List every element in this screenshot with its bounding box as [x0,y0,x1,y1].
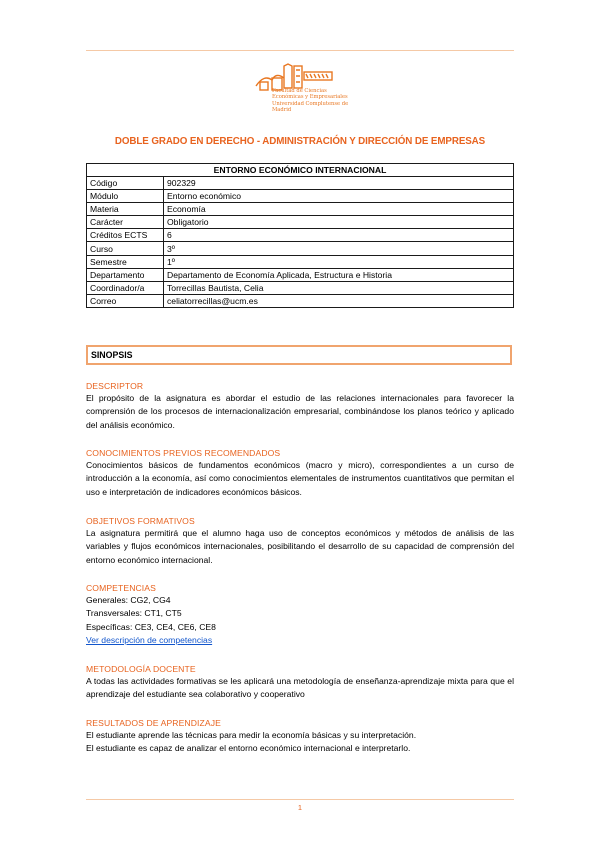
course-name-heading: ENTORNO ECONÓMICO INTERNACIONAL [87,164,514,177]
result-line-1: El estudiante aprende las técnicas para medir la economía básicas y su interpretación. [86,730,417,740]
logo-line-1: Facultad de Ciencias [272,88,327,94]
row-key: Créditos ECTS [87,229,164,242]
section-text: El propósito de la asignatura es abordar el estudio de las relaciones internacionales para favorecer la comprensión de los procesos de internacionalización empresarial, combinándose los planos teórico y aplicado del análisis económico. [86,393,514,430]
section-title: OBJETIVOS FORMATIVOS [86,516,195,526]
section-title: RESULTADOS DE APRENDIZAJE [86,718,221,728]
page-number: 1 [297,803,303,812]
section-title: METODOLOGÍA DOCENTE [86,664,196,674]
competencies-section [86,582,514,648]
logo-line-2: Económicas y Empresariales [272,94,348,101]
table-row [87,281,514,294]
table-row [87,255,514,268]
row-value: 1º [164,255,514,268]
row-key: Curso [87,242,164,255]
row-value: Departamento de Economía Aplicada, Estructura e Historia [164,268,514,281]
section-title: DESCRIPTOR [86,381,144,391]
row-value: Economía [164,203,514,216]
transversal-competencies: Transversales: CT1, CT5 [86,608,182,619]
table-row [87,294,514,307]
section-title: CONOCIMIENTOS PREVIOS RECOMENDADOS [86,448,281,458]
prior-knowledge-section [86,447,514,499]
learning-results-section [86,717,514,756]
row-key: Semestre [87,255,164,268]
table-row [87,268,514,281]
section-title: COMPETENCIAS [86,583,156,593]
section-text: A todas las actividades formativas se les aplicará una metodología de enseñanza-aprendizaje mixta para que el aprendizaje del estudiante sea colaborativo y cooperativo [86,676,514,700]
descriptor-section [86,380,514,432]
row-value: 902329 [164,177,514,190]
row-value: 3º [164,242,514,255]
header-rule [86,50,514,51]
general-competencies: Generales: CG2, CG4 [86,595,171,605]
row-key: Departamento [87,268,164,281]
row-key: Coordinador/a [87,281,164,294]
logo-line-3: Universidad Complutense de Madrid [272,100,349,114]
row-key: Correo [87,294,164,307]
table-row [87,229,514,242]
row-value: Obligatorio [164,216,514,229]
table-row [87,203,514,216]
specific-competencies: Específicas: CE3, CE4, CE6, CE8 [86,621,216,632]
section-text: La asignatura permitirá que el alumno haga uso de conceptos económicos y métodos de análisis de las variables y flujos económicos internacionales, posibilitando el desarrollo de su capacidad de comprensión del entorno económico internacional. [86,528,514,565]
row-key: Carácter [87,216,164,229]
table-row [87,242,514,255]
row-key: Módulo [87,190,164,203]
row-value: celiatorrecillas@ucm.es [164,294,514,307]
objectives-section [86,515,514,567]
footer-rule [86,799,514,800]
row-value: 6 [164,229,514,242]
course-info-table [86,163,514,308]
competencies-link[interactable]: Ver descripción de competencias [86,635,213,646]
table-row [87,190,514,203]
row-key: Código [87,177,164,190]
table-row [87,216,514,229]
row-value: Torrecillas Bautista, Celia [164,281,514,294]
section-text: Conocimientos básicos de fundamentos económicos (macro y micro), correspondientes a un curso de introducción a la economía, así como conocimientos elementales de instrumentos cuantitativos que permitan el uso e interpretación de indicadores económicos básicos. [86,460,514,497]
table-row [87,177,514,190]
row-value: Entorno económico [164,190,514,203]
page-title: DOBLE GRADO EN DERECHO - ADMINISTRACIÓN Y DIRECCIÓN DE EMPRESAS [114,136,486,147]
sinopsis-heading: SINOPSIS [86,345,512,365]
methodology-section [86,663,514,702]
row-key: Materia [87,203,164,216]
result-line-2: El estudiante es capaz de analizar el entorno económico internacional e interpretarlo. [86,743,411,754]
